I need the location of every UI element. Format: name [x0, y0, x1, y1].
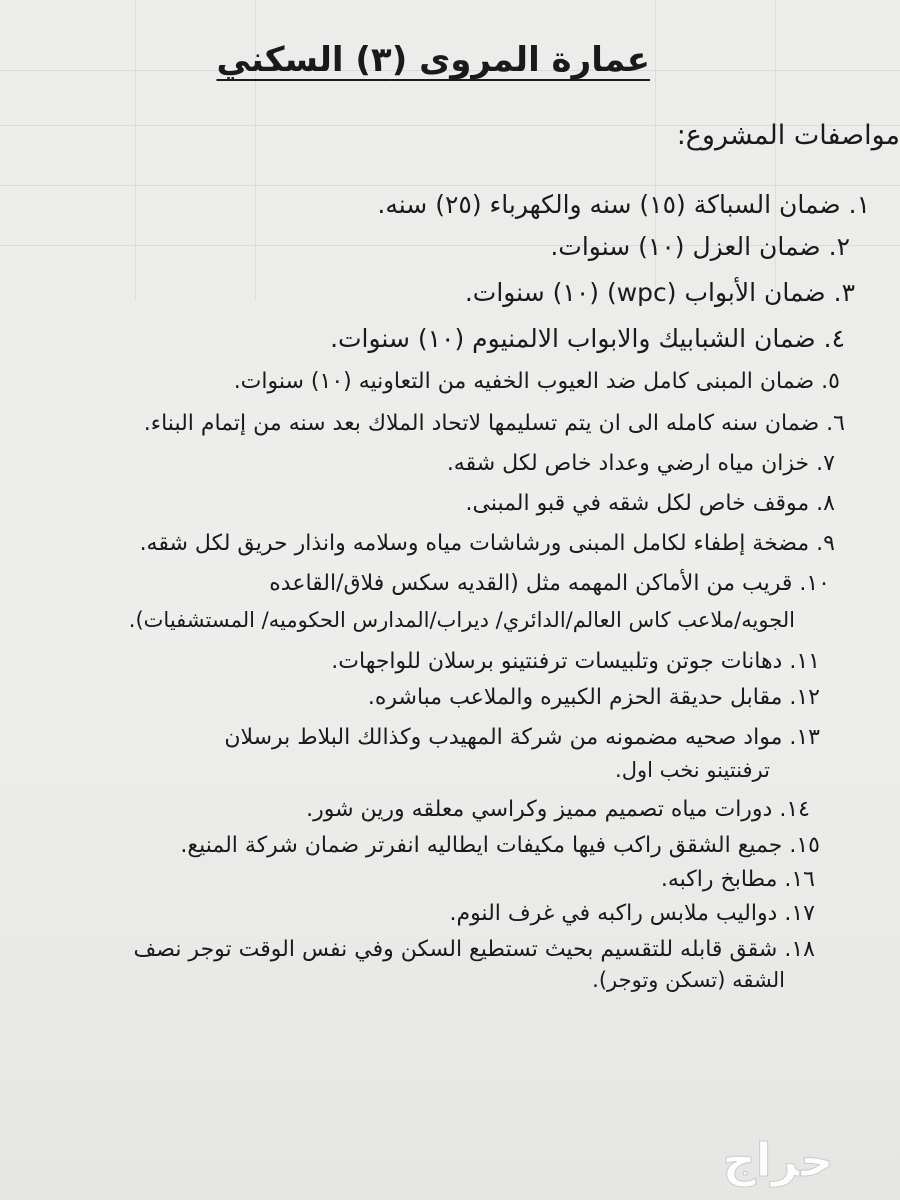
haraj-logo-watermark	[664, 1130, 892, 1192]
list-item: ١٣. مواد صحيه مضمونه من شركة المهيدب وكذالك البلاط برسلان	[224, 725, 820, 750]
list-item: ٧. خزان مياه ارضي وعداد خاص لكل شقه.	[446, 451, 835, 476]
list-item-continuation: الشقه (تسكن وتوجر).	[592, 968, 785, 992]
list-item: ١. ضمان السباكة (١٥) سنه والكهرباء (٢٥) سنه.	[377, 190, 870, 219]
list-item: ٢. ضمان العزل (١٠) سنوات.	[550, 232, 850, 261]
list-item: ٩. مضخة إطفاء لكامل المبنى ورشاشات مياه وسلامه وانذار حريق لكل شقه.	[139, 531, 835, 556]
watermark-text: حراج	[722, 1133, 834, 1187]
list-item: ٣. ضمان الأبواب (wpc) (١٠) سنوات.	[464, 278, 855, 307]
list-item: ١٢. مقابل حديقة الحزم الكبيره والملاعب مباشره.	[367, 685, 820, 710]
list-item: ١٧. دواليب ملابس راكبه في غرف النوم.	[449, 901, 815, 926]
document-title: عمارة المروى (٣) السكني	[216, 40, 650, 80]
list-item: ٤. ضمان الشبابيك والابواب الالمنيوم (١٠) سنوات.	[330, 324, 845, 353]
list-item: ١٨. شقق قابله للتقسيم بحيث تستطيع السكن وفي نفس الوقت توجر نصف	[133, 937, 815, 962]
list-item: ١٥. جميع الشقق راكب فيها مكيفات ايطاليه انفرتر ضمان شركة المنيع.	[180, 833, 820, 858]
list-item: ١٠. قريب من الأماكن المهمه مثل (القديه سكس فلاق/القاعده	[269, 571, 830, 596]
list-item: ٦. ضمان سنه كامله الى ان يتم تسليمها لاتحاد الملاك بعد سنه من إتمام البناء.	[143, 411, 845, 436]
specs-heading: مواصفات المشروع:	[676, 120, 900, 151]
list-item: ١٦. مطابخ راكبه.	[660, 867, 815, 892]
list-item-continuation: الجويه/ملاعب كاس العالم/الدائري/ ديراب/المدارس الحكوميه/ المستشفيات).	[128, 608, 795, 632]
list-item: ١١. دهانات جوتن وتلبيسات ترفنتينو برسلان للواجهات.	[331, 649, 820, 674]
list-item: ١٤. دورات مياه تصميم مميز وكراسي معلقه ورين شور.	[306, 797, 810, 822]
list-item: ٨. موقف خاص لكل شقه في قبو المبنى.	[465, 491, 835, 516]
list-item: ٥. ضمان المبنى كامل ضد العيوب الخفيه من التعاونيه (١٠) سنوات.	[233, 369, 840, 394]
list-item-continuation: ترفنتينو نخب اول.	[615, 758, 770, 782]
